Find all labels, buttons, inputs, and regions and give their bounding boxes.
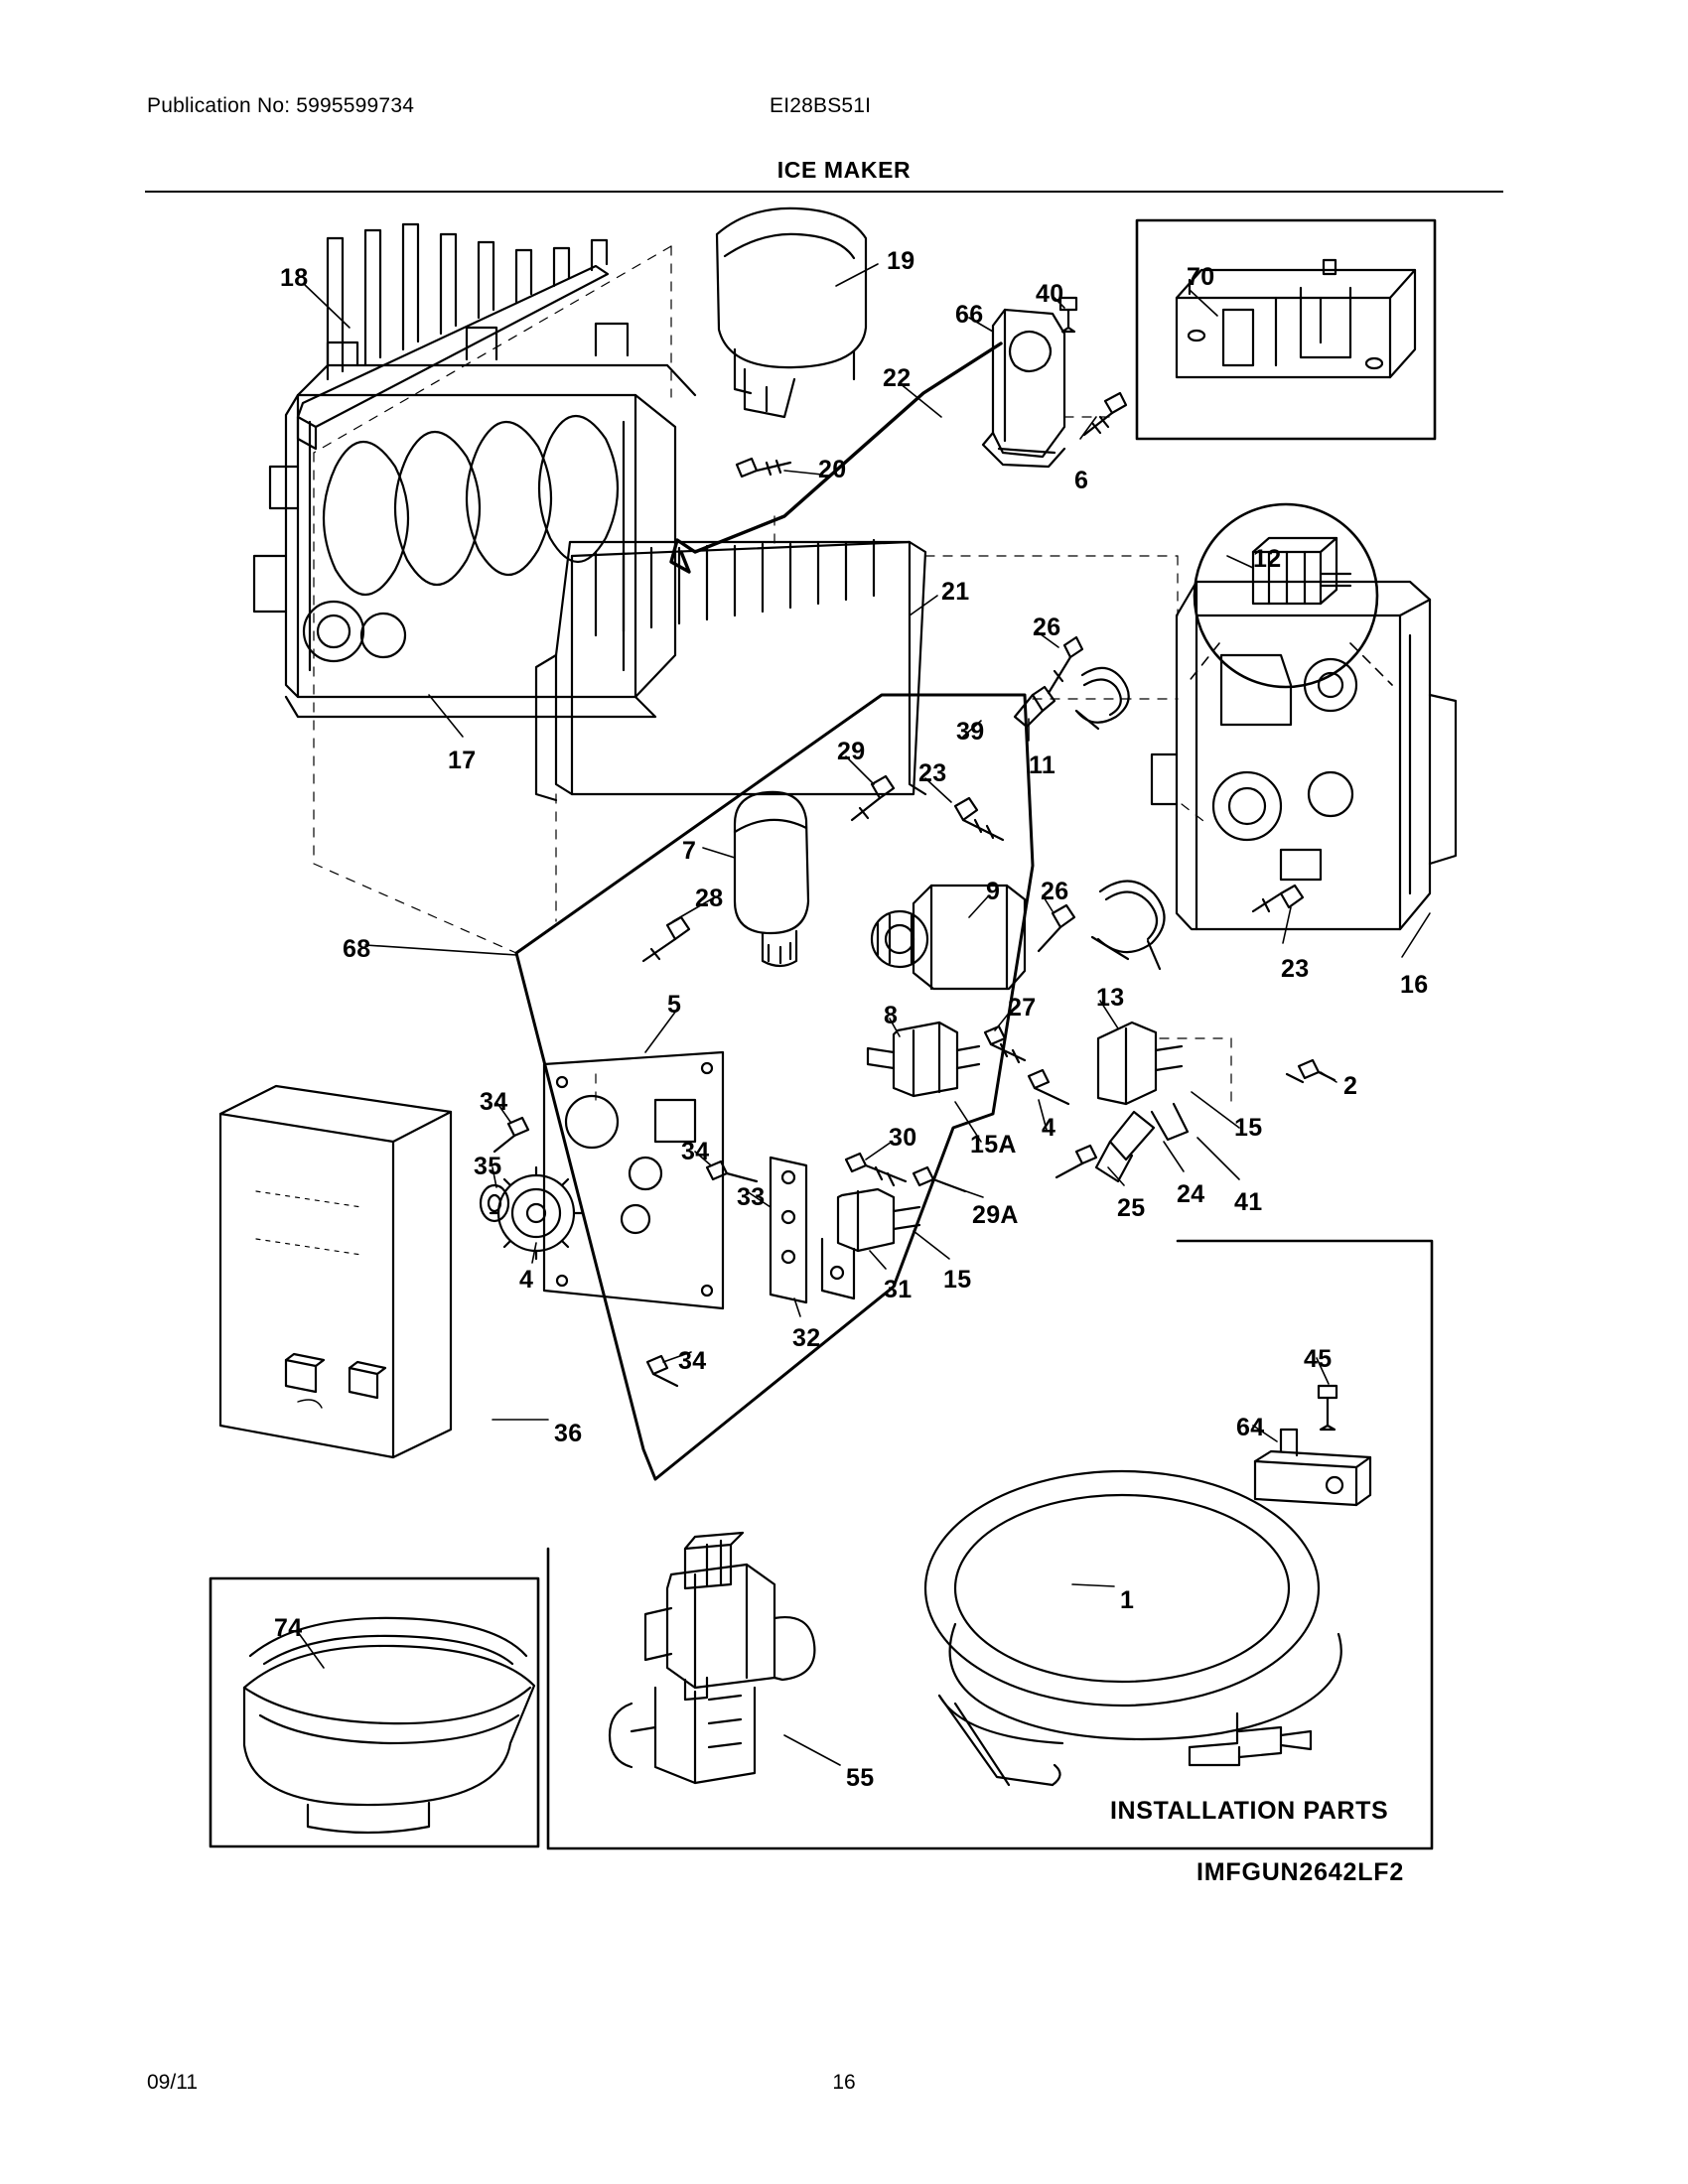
callout-29: 29 xyxy=(837,738,866,765)
callout-28: 28 xyxy=(695,885,724,912)
model-number: EI28BS51I xyxy=(770,94,872,117)
callout-74: 74 xyxy=(274,1614,303,1642)
callout-2: 2 xyxy=(1343,1072,1358,1100)
callout-40: 40 xyxy=(1036,280,1064,308)
callout-25: 25 xyxy=(1117,1194,1146,1222)
callout-19: 19 xyxy=(887,247,915,275)
callout-15: 15 xyxy=(1234,1114,1263,1142)
callout-15A: 15A xyxy=(970,1131,1017,1159)
callout-39: 39 xyxy=(956,718,985,746)
footer-date: 09/11 xyxy=(147,2071,198,2094)
callout-4: 4 xyxy=(519,1266,534,1294)
callout-8: 8 xyxy=(884,1002,899,1029)
page-title: ICE MAKER xyxy=(776,157,912,183)
callout-33: 33 xyxy=(737,1183,766,1211)
callout-41: 41 xyxy=(1234,1188,1263,1216)
callout-34: 34 xyxy=(480,1088,508,1116)
callout-64: 64 xyxy=(1236,1414,1265,1441)
installation-parts-label: INSTALLATION PARTS xyxy=(1110,1797,1389,1825)
callout-45: 45 xyxy=(1304,1345,1333,1373)
callout-26-b: 26 xyxy=(1041,878,1069,905)
callout-70: 70 xyxy=(1187,263,1215,291)
publication-number: Publication No: 5995599734 xyxy=(147,94,415,117)
callout-11: 11 xyxy=(1029,751,1056,779)
callout-7: 7 xyxy=(682,837,697,865)
callout-18: 18 xyxy=(280,264,309,292)
footer-page-number: 16 xyxy=(832,2071,856,2094)
callout-23: 23 xyxy=(918,759,947,787)
callout-36: 36 xyxy=(554,1420,583,1447)
callout-20: 20 xyxy=(818,456,847,483)
callout-34-b: 34 xyxy=(681,1138,710,1165)
callout-30: 30 xyxy=(889,1124,917,1152)
callout-68: 68 xyxy=(343,935,371,963)
callout-22: 22 xyxy=(883,364,912,392)
callout-1: 1 xyxy=(1120,1586,1135,1614)
callout-34-c: 34 xyxy=(678,1347,707,1375)
callout-5: 5 xyxy=(667,991,682,1019)
callout-32: 32 xyxy=(792,1324,821,1352)
callout-31: 31 xyxy=(884,1276,913,1303)
callout-13: 13 xyxy=(1096,984,1125,1012)
callout-6: 6 xyxy=(1074,467,1089,494)
callout-16: 16 xyxy=(1400,971,1429,999)
callout-29A: 29A xyxy=(972,1201,1019,1229)
callout-66: 66 xyxy=(955,301,984,329)
callout-26: 26 xyxy=(1033,614,1061,641)
callout-9: 9 xyxy=(986,878,1001,905)
callout-15-c: 15 xyxy=(943,1266,972,1294)
callout-35: 35 xyxy=(474,1153,502,1180)
callout-17: 17 xyxy=(448,747,477,774)
callout-21: 21 xyxy=(941,578,970,606)
callout-12: 12 xyxy=(1253,545,1282,573)
diagram-code: IMFGUN2642LF2 xyxy=(1196,1858,1405,1886)
callout-4-b: 4 xyxy=(1042,1114,1056,1142)
callout-55: 55 xyxy=(846,1764,875,1792)
callout-23-b: 23 xyxy=(1281,955,1310,983)
callout-24: 24 xyxy=(1177,1180,1205,1208)
callout-27: 27 xyxy=(1008,994,1037,1022)
